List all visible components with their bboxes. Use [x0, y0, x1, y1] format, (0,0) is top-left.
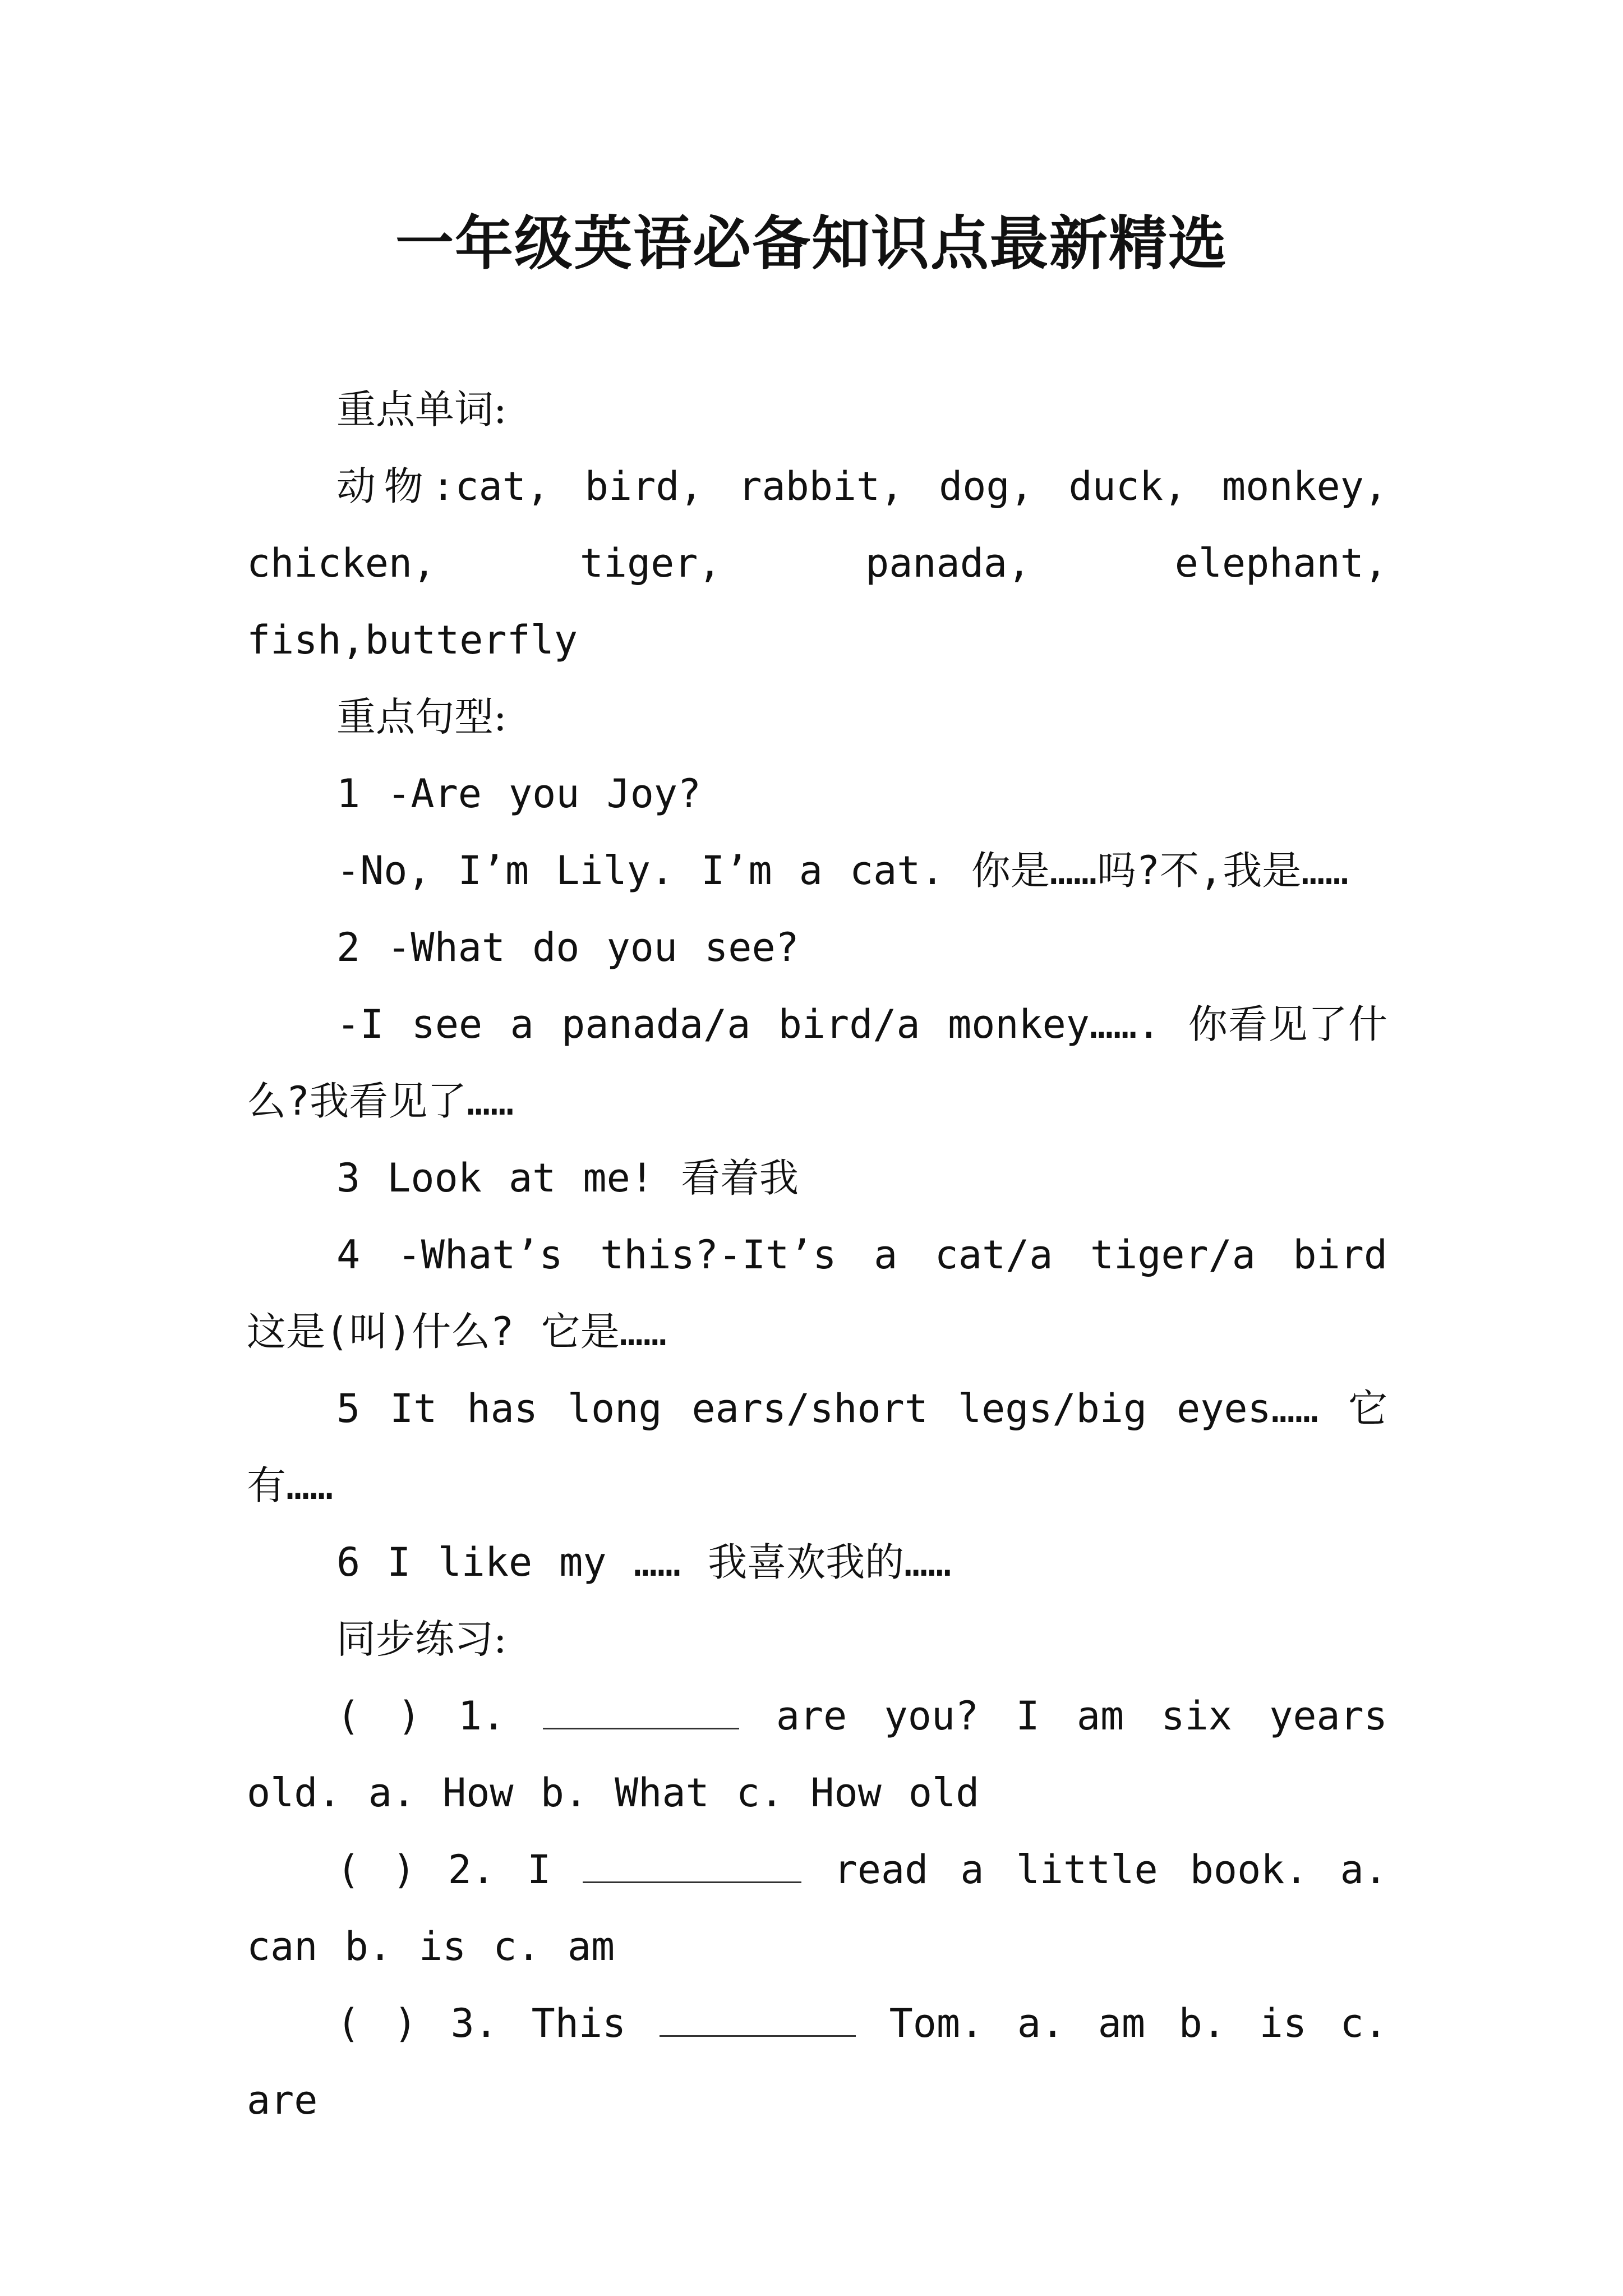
- sentence-5: 5 It has long ears/short legs/big eyes…… 它有……: [247, 1386, 1387, 1508]
- sentence-6: 6 I like my …… 我喜欢我的……: [336, 1539, 952, 1585]
- q2-prefix: ( ) 2. I: [336, 1847, 551, 1893]
- animals-vocabulary: 动物:cat, bird, rabbit, dog, duck, monkey, chicken, tiger, panada, elephant, fish,butterfly: [247, 463, 1387, 663]
- practice-heading: 同步练习:: [336, 1616, 507, 1662]
- sentence-2-question: 2 -What do you see?: [336, 924, 799, 970]
- document-body: [247, 371, 1387, 2139]
- sentence-4: 4 -What’s this?-It’s a cat/a tiger/a bird 这是(叫)什么? 它是……: [247, 1232, 1387, 1355]
- q2-suffix: read a little book. a. can b. is c. am: [247, 1847, 1387, 1970]
- q3-answer-blank[interactable]: [660, 2003, 856, 2037]
- sentence-1-answer: -No, I’m Lily. I’m a cat. 你是……吗?不,我是……: [336, 848, 1349, 894]
- q3-prefix: ( ) 3. This: [336, 2000, 626, 2046]
- practice-question-3: [247, 1985, 1387, 2139]
- q1-suffix: are you? I am six years old. a. How b. What c. How old: [247, 1693, 1387, 1816]
- practice-question-2: [247, 1832, 1387, 1985]
- practice-question-1: [247, 1678, 1387, 1832]
- q3-suffix: Tom. a. am b. is c. are: [247, 2000, 1387, 2123]
- q2-answer-blank[interactable]: [583, 1849, 801, 1883]
- key-words-heading: 重点单词:: [336, 386, 507, 432]
- sentence-2-answer: -I see a panada/a bird/a monkey……. 你看见了什么?我看见了……: [247, 1001, 1387, 1124]
- q1-answer-blank[interactable]: [543, 1695, 739, 1729]
- sentence-1-question: 1 -Are you Joy?: [336, 771, 702, 817]
- q1-prefix: ( ) 1.: [336, 1693, 506, 1739]
- sentence-3: 3 Look at me! 看着我: [336, 1155, 799, 1201]
- document-title: 一年级英语必备知识点最新精选: [395, 209, 1228, 278]
- key-sentences-heading: 重点句型:: [336, 694, 507, 740]
